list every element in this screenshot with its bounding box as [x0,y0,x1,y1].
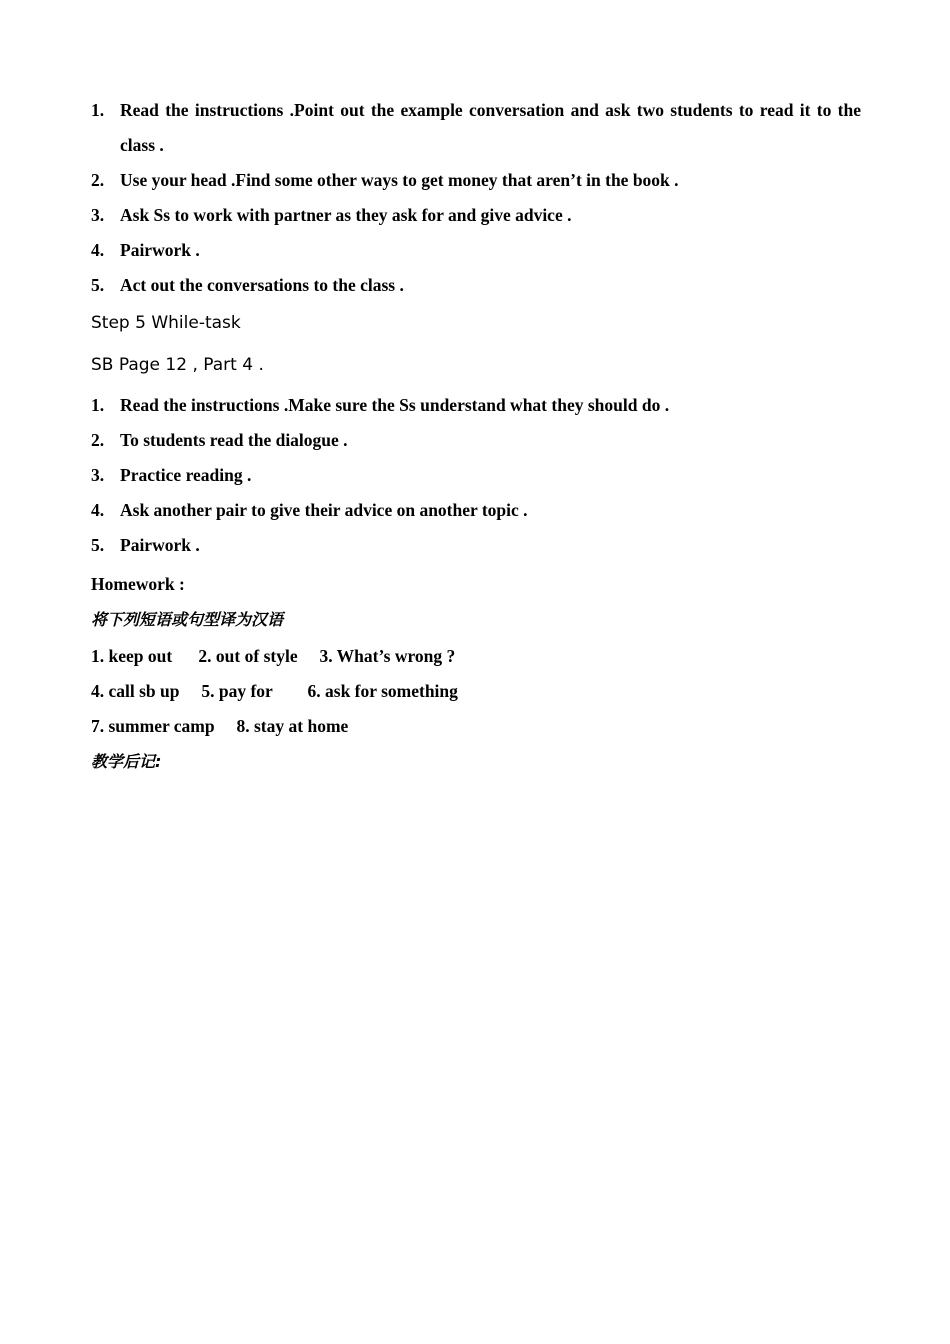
list-item-number: 1. [91,100,105,120]
phrase-line: 4. call sb up 5. pay for 6. ask for something [91,681,458,701]
list-item [91,198,861,233]
list-item-number: 3. [91,465,105,485]
list-item [91,233,861,268]
list-item-text: Read the instructions .Make sure the Ss understand what they should do . [120,395,670,415]
sb-page-heading: SB Page 12 , Part 4 . [91,355,264,375]
list-item-number: 5. [91,535,105,555]
list-item-text: Read the instructions .Point out the example conversation and ask two students to read it to the class . [120,100,861,155]
step-heading: Step 5 While-task [91,313,241,333]
translate-instruction: 将下列短语或句型译为汉语 [91,610,284,629]
list-item [91,93,861,163]
list-item-number: 4. [91,500,105,520]
list-item-number: 4. [91,240,105,260]
list-item [91,163,861,198]
list-item-number: 5. [91,275,105,295]
homework-label: Homework : [91,574,185,594]
phrase-line: 7. summer camp 8. stay at home [91,716,349,736]
list-item-text: To students read the dialogue . [120,430,348,450]
phrase-line: 1. keep out 2. out of style 3. What’s wrong ? [91,646,456,666]
list-item-text: Ask another pair to give their advice on another topic . [120,500,528,520]
list-item-number: 1. [91,395,105,415]
list-item-text: Pairwork . [120,535,200,555]
list-item [91,493,861,528]
list-item-text: Use your head .Find some other ways to get money that aren’t in the book . [120,170,679,190]
list-item-number: 2. [91,430,105,450]
list-item [91,268,861,303]
list-item [91,388,861,423]
list-item [91,423,861,458]
list-item-number: 2. [91,170,105,190]
list-item [91,528,861,563]
list-item [91,458,861,493]
list-item-number: 3. [91,205,105,225]
list-item-text: Pairwork . [120,240,200,260]
list-item-text: Practice reading . [120,465,252,485]
list-item-text: Ask Ss to work with partner as they ask for and give advice . [120,205,572,225]
teaching-notes-label: 教学后记: [91,752,162,771]
list-item-text: Act out the conversations to the class . [120,275,404,295]
